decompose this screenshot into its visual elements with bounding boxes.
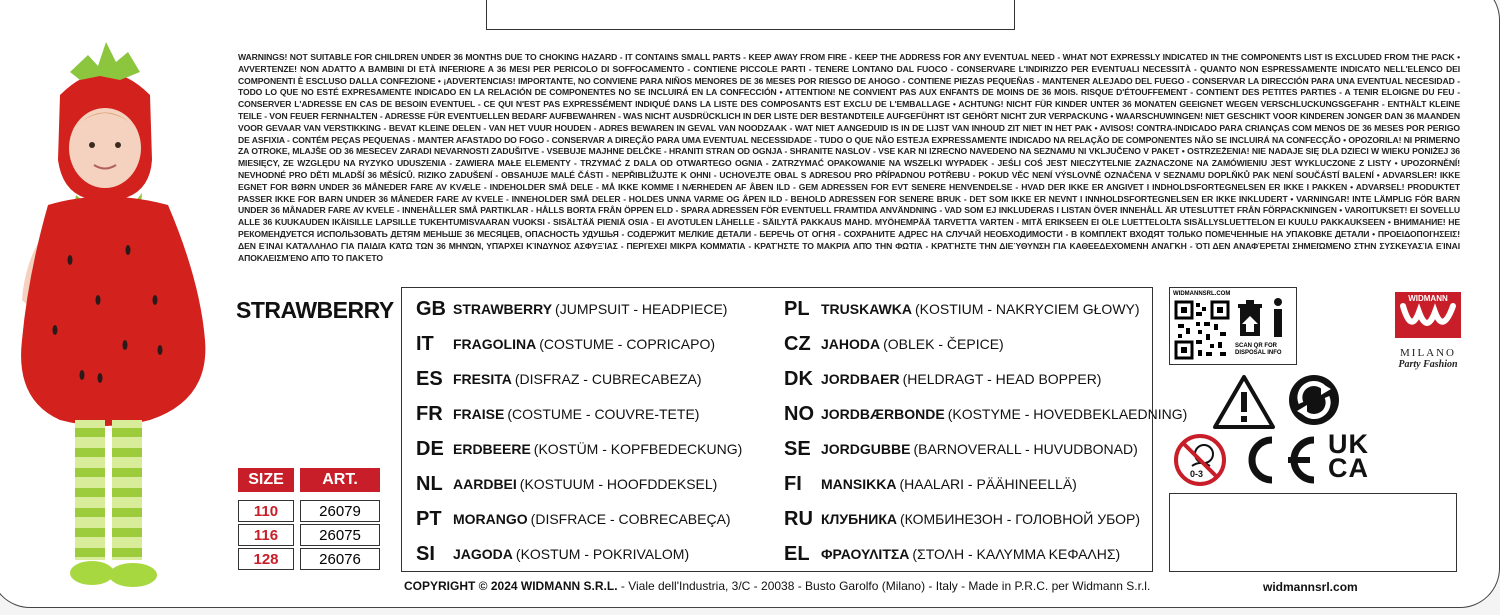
lang-code: FR bbox=[416, 402, 443, 425]
lang-desc: (KOSTUUM - HOOFDDEKSEL) bbox=[519, 476, 718, 492]
lang-code: SE bbox=[784, 437, 811, 460]
lang-row-el bbox=[784, 541, 1120, 567]
lang-desc: (KOSTIUM - NAKRYCIEM GŁOWY) bbox=[915, 301, 1140, 317]
disposal-bin-icon bbox=[1236, 294, 1292, 340]
art-cell: 26075 bbox=[300, 524, 380, 546]
language-box bbox=[401, 287, 1188, 572]
art-cell: 26079 bbox=[300, 500, 380, 522]
lang-desc: (BARNOVERALL - HUVUDBONAD) bbox=[913, 441, 1138, 457]
lang-name: FRAGOLINA bbox=[453, 336, 537, 352]
art-cell: 26076 bbox=[300, 548, 380, 570]
lang-name: JAHODA bbox=[821, 336, 881, 352]
lang-name: TRUSKAWKA bbox=[821, 301, 912, 317]
lang-desc: (COSTUME - COPRICAPO) bbox=[539, 336, 715, 352]
lang-row-de bbox=[416, 436, 742, 462]
lang-row-nl bbox=[416, 471, 717, 497]
recycle-icon bbox=[1287, 373, 1341, 427]
age-warning-text: 0-3 bbox=[1190, 469, 1204, 479]
lang-desc: (HAALARI - PÄÄHINEELLÄ) bbox=[899, 476, 1077, 492]
lang-desc: (ΣΤΟΛΗ - ΚΑΛΥΜΜΑ ΚΕΦΑΛΗΣ) bbox=[912, 546, 1121, 562]
hood-leaf-icon bbox=[70, 42, 140, 80]
size-cell: 116 bbox=[238, 524, 294, 546]
striped-tights bbox=[75, 420, 142, 560]
lang-name: MORANGO bbox=[453, 511, 528, 527]
lang-row-es bbox=[416, 366, 702, 392]
lang-desc: (OBLEK - ČEPICE) bbox=[883, 336, 1004, 352]
lang-code: DE bbox=[416, 437, 444, 460]
lang-name: JAGODA bbox=[453, 546, 513, 562]
lang-desc: (КОМБИНЕЗОН - ГОЛОВНОЙ УБОР) bbox=[899, 511, 1141, 527]
lang-code: FI bbox=[784, 472, 802, 495]
lang-code: DK bbox=[784, 367, 813, 390]
lang-code: IT bbox=[416, 332, 434, 355]
copyright-line bbox=[404, 579, 1150, 593]
lang-code: EL bbox=[784, 542, 810, 565]
company-address: - Viale dell'Industria, 3/C - 20038 - Busto Garolfo (Milano) - Italy - Made in P.R.C. per Widmann S.r.l. bbox=[617, 579, 1151, 593]
lang-desc: (KOSTYME - HOVEDBEKLAEDNING) bbox=[947, 406, 1188, 422]
lang-code: GB bbox=[416, 297, 446, 320]
lang-row-ru bbox=[784, 506, 1140, 532]
lang-code: RU bbox=[784, 507, 813, 530]
lang-name: КЛУБНИКА bbox=[821, 511, 897, 527]
lang-name: FRAISE bbox=[453, 406, 505, 422]
lang-code: CZ bbox=[784, 332, 811, 355]
lang-name: JORDGUBBE bbox=[821, 441, 911, 457]
brand-city: MILANO bbox=[1400, 347, 1456, 359]
size-cell: 128 bbox=[238, 548, 294, 570]
lang-code: PL bbox=[784, 297, 810, 320]
size-cell: 110 bbox=[238, 500, 294, 522]
lang-row-pt bbox=[416, 506, 731, 532]
lang-code: NL bbox=[416, 472, 443, 495]
brand-tagline: Party Fashion bbox=[1398, 359, 1458, 370]
lang-name: ΦΡΑΟΥΛΙΤΣΑ bbox=[821, 546, 910, 562]
lang-row-no bbox=[784, 401, 1187, 427]
lang-name: STRAWBERRY bbox=[453, 301, 553, 317]
lang-name: MANSIKKA bbox=[821, 476, 897, 492]
lang-desc: (KOSTÜM - KOPFBEDECKUNG) bbox=[533, 441, 743, 457]
lang-name: JORDBAER bbox=[821, 371, 900, 387]
lang-code: NO bbox=[784, 402, 814, 425]
svg-text:WIDMANN: WIDMANN bbox=[1408, 294, 1448, 303]
top-frame bbox=[486, 0, 1015, 30]
blank-label-box bbox=[1169, 493, 1457, 572]
lang-desc: (DISFRAZ - CUBRECABEZA) bbox=[514, 371, 702, 387]
lang-row-gb bbox=[416, 296, 727, 322]
lang-name: JORDBÆRBONDE bbox=[821, 406, 945, 422]
lang-desc: (HELDRAGT - HEAD BOPPER) bbox=[902, 371, 1102, 387]
lang-row-si bbox=[416, 541, 689, 567]
qr-box bbox=[1169, 287, 1297, 365]
warning-triangle-icon bbox=[1212, 374, 1276, 430]
ukca-top: UK bbox=[1328, 429, 1369, 459]
ukca-mark bbox=[1328, 429, 1369, 483]
ce-mark-icon bbox=[1236, 432, 1320, 488]
lang-desc: (KOSTUM - POKRIVALOM) bbox=[515, 546, 690, 562]
age-warning-icon bbox=[1172, 432, 1228, 488]
product-photo bbox=[0, 40, 235, 600]
lang-name: FRESITA bbox=[453, 371, 512, 387]
qr-code-icon[interactable] bbox=[1174, 300, 1230, 360]
shoe-right bbox=[109, 563, 157, 587]
qr-label: WIDMANNSRL.COM bbox=[1173, 291, 1231, 297]
art-header: ART. bbox=[300, 468, 380, 492]
lang-code: PT bbox=[416, 507, 442, 530]
lang-desc: (JUMPSUIT - HEADPIECE) bbox=[555, 301, 728, 317]
size-header: SIZE bbox=[238, 468, 294, 492]
widmann-logo-icon bbox=[1393, 290, 1463, 340]
lang-code: ES bbox=[416, 367, 443, 390]
copyright-owner: COPYRIGHT © 2024 WIDMANN S.R.L. bbox=[404, 579, 618, 593]
lang-row-fr bbox=[416, 401, 699, 427]
lang-row-pl bbox=[784, 296, 1140, 322]
lang-row-it bbox=[416, 331, 715, 357]
website-link[interactable]: widmannsrl.com bbox=[1263, 580, 1358, 594]
ukca-bottom: CA bbox=[1328, 453, 1369, 483]
lang-name: ERDBEERE bbox=[453, 441, 531, 457]
lang-row-se bbox=[784, 436, 1138, 462]
scan-qr-text: SCAN QR FOR DISPOSAL INFO bbox=[1235, 343, 1282, 356]
product-title: STRAWBERRY bbox=[236, 297, 394, 323]
brand-logo bbox=[1388, 290, 1468, 370]
lang-desc: (COSTUME - COUVRE-TETE) bbox=[507, 406, 700, 422]
lang-desc: (DISFRACE - COBRECABEÇA) bbox=[530, 511, 731, 527]
lang-name: AARDBEI bbox=[453, 476, 517, 492]
lang-code: SI bbox=[416, 542, 435, 565]
child-face bbox=[69, 108, 141, 188]
strawberry-body bbox=[21, 197, 205, 427]
lang-row-fi bbox=[784, 471, 1077, 497]
lang-row-cz bbox=[784, 331, 1004, 357]
shoe-left bbox=[70, 561, 114, 585]
lang-row-dk bbox=[784, 366, 1101, 392]
warnings-text: WARNINGS! NOT SUITABLE FOR CHILDREN UNDER 36 MONTHS DUE TO CHOKING HAZARD - IT CONTAINS SMALL PARTS - KEEP AWAY FROM FIRE - KEEP THE ADDRESS FOR ANY EVENTUAL NEED - WHAT NOT EXPRESSLY INDICATED IN THE COMPONENTS LIST IS EXCLUDED FROM THE PACK • AVVERTENZE! NON ADATTO A BAMBINI DI ETÀ INFERIORE A 36 MESI PER PERICOLO DI SOFFOCAMENTO - CONTIENE PICCOLE PARTI - TENERE LONTANO DAL FUOCO - CONSERVARE L'INDIRIZZO PER EVENTUALI NECESSITÀ - QUANTO NON ESPRESSAMENTE INDICATO NELL'ELENCO DEI COMPONENTI È ESCLUSO DALLA CONFEZIONE • ¡ADVERTENCIAS! IMPORTANTE, NO CONVIENE PARA NIÑOS MENORES DE 36 MESES POR RIESGO DE AHOGO - CONTIENE PIEZAS PEQUEÑAS - MANTENER ALEJADO DEL FUEGO - CONSERVAR LA DIRECCIÓN PARA UNA EVENTUAL NECESIDAD - TODO LO QUE NO ESTÉ EXPRESAMENTE INDICADO EN LA RELACIÓN DE COMPONENTES NO SE INCLUIRÁ EN LA CONFECCIÓN • ATTENTION! NE CONVIENT PAS AUX ENFANTS DE MOINS DE 36 MOIS. RISQUE D'ÉTOUFFEMENT - CONTIENT DES PETITES PARTIES - A TENIR ELOIGNE DU FEU - CONSERVER L'ADRESSE EN CAS DE BESOIN EVENTUEL - CE QUI N'EST PAS EXPRESSÉMENT INDIQUÉ DANS LA LISTE DES COMPOSANTS EST EXCLU DE L'EMBALLAGE • ACHTUNG! NICHT FÜR KINDER UNTER 36 MONATEN GEEIGNET WEGEN VERSCHLUCKUNGSGEFAHR - ENTHÄLT KLEINE TEILE - VON FEUER FERNHALTEN - ADRESSE FÜR EVENTUELLEN BEDARF AUFBEWAHREN - WAS NICHT AUSDRÜCKLICH IN DER LISTE DER BESTANDTEILE AUFGEFÜHRT IST GEHÖRT NICHT ZUR VERPACKUNG • WAARSCHUWINGEN! NIET GESCHIKT VOOR KINDEREN JONGER DAN 36 MAANDEN VOOR GEVAAR VAN VERSTIKKING - BEVAT KLEINE DELEN - VAN HET VUUR HOUDEN - ADRES BEWAREN IN GEVAL VAN NOODZAAK - WAT NIET AANGEDUID IS IN DE LIJST VAN INHOUD ZIT NIET IN HET PAK • AVISOS! CONTRA-INDICADO PARA CRIANÇAS COM MENOS DE 36 MESES POR PERIGO DE ASFIXIA - CONTÉM PEÇAS PEQUENAS - MANTER AFASTADO DO FOGO - CONSERVAR A DIREÇÃO PARA UMA EVENTUAL NECESSIDADE - TUDO O QUE NÃO ESTEJA EXPRESSAMENTE INDICADO NA RELAÇÃO DE COMPONENTES NÃO SE INCLUIRÁ NA CONFECÇÃO • OPOZORILA! NI PRIMERNO ZA OTROKE, MLAJŠE OD 36 MESECEV ZARADI NEVARNOSTI ZADUŠITVE - VSEBUJE MAJHNE DELČKE - HRANITI STRAN OD OGNJA - SHRANITE NASLOV - VSE KAR NI IZRECNO NAVEDENO NA SEZNAMU NI VKLJUČENO V PAKET • OSTRZEŻENIA! NIE NADAJE SIĘ DLA DZIECI W WIEKU PONIŻEJ 36 MIESIĘCY, ZE WZGLĘDU NA RYZYKO UDUSZENIA - ZAWIERA MAŁE ELEMENTY - TRZYMAĆ Z DALA OD OTWARTEGO OGNIA - ZATRZYMAĆ OPAKOWANIE NA WSZELKI WYPADEK - JEŚLI COŚ JEST NIECZYTELNIE ZAZNACZONE NA ZAMÓWIENIU JEST WYKLUCZONE Z LISTY • UPOZORNĚNÍ! NEVHODNÉ PRO DĚTI MLADŠÍ 36 MĚSÍCŮ. RIZIKO ZADUŠENÍ - OBSAHUJE MALÉ ČÁSTI - NEPŘIBLIŽUJTE K OHNI - UCHOVEJTE OBAL S ADRESOU PRO PŘÍPADNOU POTŘEBU - POKUD VĚC NENÍ VÝSLOVNĚ OZNAČENA V SEZNAMU DOPLŇKŮ PAK NENÍ SOUČÁSTÍ BALENÍ • ADVARSLER! IKKE EGNET FOR BØRN UNDER 36 MÅNEDER FARE AV KVÆLE - INDEHOLDER SMÅ DELE - MÅ IKKE KOMME I NÆRHEDEN AF ÅBEN ILD - GEM ADRESSEN FOR EVT SENERE HENVENDELSE - HVAD DER IKKE ER ANGIVET I INDHOLDSFORTEGNELSEN ER IKKE I PAKKEN • ADVARSEL! PRODUKTET PASSER IKKE FOR BARN UNDER 36 MÅNEDER FARE AV KVELE - INNEHOLDER SMÅ DELER - HOLDES UNNA VARME OG ÅPEN ILD - BEHOLD ADRESSEN FOR SENERE BRUK - DET SOM IKKE ER NEVNT I INNHOLDSFORTEGNELSEN ER IKKE INKLUDERT • VARNINGAR! INTE LÄMPLIG FÖR BARN UNDER 36 MÅNADER FARE AV KVELE - INNEHÅLLER SMÅ PARTIKLAR - HÅLLS BORTA FRÅN ÖPPEN ELD - SPARA ADRESSEN FÖR EVENTUELL FRAMTIDA ANVÄNDNING - VAD SOM EJ INKLUDERAS I LISTAN ÖVER INNEHÅLL ÄR UTESLUTTET FRÅN FÖRPACKNINGEN • VAROITUKSET! EI SOVELLU ALLE 36 KUUKAUDEN IKÄISILLE LAPSILLE TUKEHTUMISVAARAN VUOKSI - SISÄLTÄÄ PIENIÄ OSIA - EI AVOTULEN LÄHELLE - SÄILYTÄ PAKKAUS MAHD. MYÖHEMPÄÄ TARVETTA VARTEN - MITÄ ERIKSEEN EI OLE LUETTELOLTA SISÄLLYSLUETTELON EI KUULU PAKKAUKSEEN • ВНИМАНИЕ! НЕ РЕКОМЕНДУЕТСЯ ИСПОЛЬЗОВАТЬ ДЕТЯМ МЕНЬШЕ 36 МЕСЯЦЕВ, ОПАСНОСТЬ УДУШЬЯ - СОДЕРЖИТ МЕЛКИЕ ДЕТАЛИ - БЕРЕЧЬ ОТ ОГНЯ - СОХРАНИТЕ АДРЕС НА СЛУЧАЙ НЕОБХОДИМОСТИ - В КОМПЛЕКТ ВХОДЯТ ТОЛЬКО ПОМЕЧЕННЫЕ НА УПАКОВКЕ ДЕТАЛИ • ΠΡΟΕΙΔΟΠΟΙΉΣΕΙΣ! ΔΕΝ ΕΊΝΑΙ ΚΑΤΆΛΛΗΛΟ ΓΙΑ ΠΑΙΔΙΆ ΚΆΤΩ ΤΩΝ 36 ΜΗΝΏΝ, ΥΠΆΡΧΕΙ ΚΊΝΔΥΝΟΣ ΑΣΦΥΞΊΑΣ - ΠΕΡΙΈΧΕΙ ΜΙΚΡΆ ΚΟΜΜΆΤΙΑ - ΚΡΑΤΉΣΤΕ ΤΟ ΜΑΚΡΙΆ ΑΠΌ ΤΗΝ ΦΩΤΙΆ - ΚΡΑΤΉΣΤΕ ΤΗΝ ΔΙΕΎΘΥΝΣΗ ΓΙΑ ΚΑΘΕΕΔΕΧΌΜΕΝΗ ΑΝΆΓΚΗ - ΌΤΙ ΔΕΝ ΑΝΑΦΈΡΕΤΑΙ ΣΗΜΕΙΏΜΕΝΟ ΣΤΗΝ ΣΥΣΚΕΥΑΣΊΑ ΕΊΝΑΙ ΑΠΟΚΛΕΙΣΜΈΝΟ ΑΠΌ ΤΟ ΠΑΚΈΤΟ bbox=[238, 52, 1460, 263]
